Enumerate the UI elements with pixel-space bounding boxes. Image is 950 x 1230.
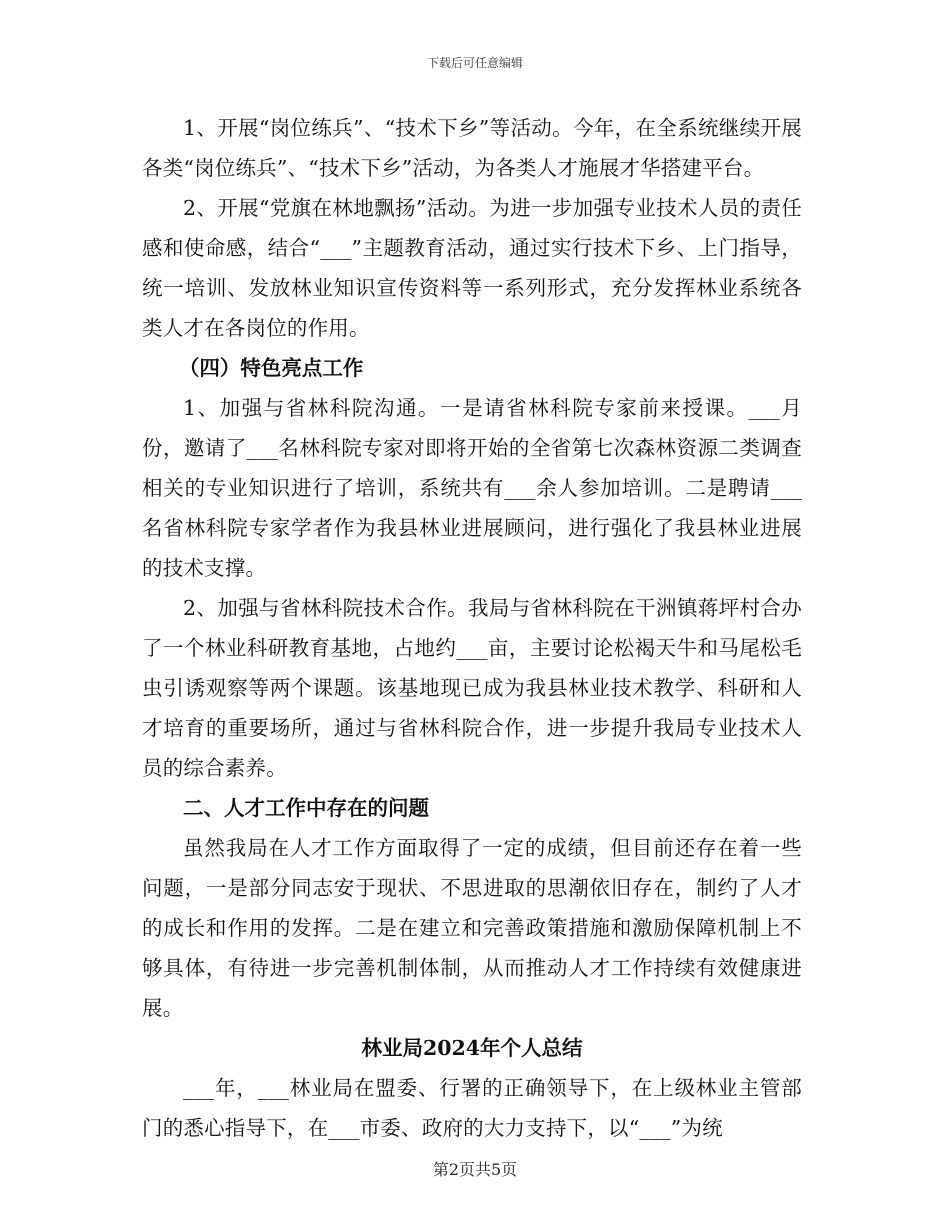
document-title-summary: 林业局2024年个人总结 <box>361 1036 583 1060</box>
section-heading-problems: 二、人才工作中存在的问题 <box>183 796 429 820</box>
document-body <box>142 108 802 1148</box>
paragraph-problems: 虽然我局在人才工作方面取得了一定的成绩，但目前还存在着一些问题，一是部分同志安于现状、不思进取的思潮依旧存在，制约了人才的成长和作用的发挥。二是在建立和完善政策措施和激励保障机制上不够具体，有待进一步完善机制体制，从而推动人才工作持续有效健康进展。 <box>142 836 802 1020</box>
paragraph-summary-intro: ___年，___林业局在盟委、行署的正确领导下，在上级林业主管部门的悉心指导下，在___市委、政府的大力支持下，以“___”为统 <box>142 1076 802 1140</box>
paragraph-academy-communication: 1、加强与省林科院沟通。一是请省林科院专家前来授课。___月份，邀请了___名林科院专家对即将开始的全省第七次森林资源二类调查相关的专业知识进行了培训，系统共有___余人参加培训。二是聘请___名省林科院专家学者作为我县林业进展顾问，进行强化了我县林业进展的技术支撑。 <box>142 396 802 580</box>
page-header-note: 下载后可任意编辑 <box>426 56 523 70</box>
paragraph-practice-activities: 1、开展“岗位练兵”、“技术下乡”等活动。今年，在全系统继续开展各类“岗位练兵”、“技术下乡”活动，为各类人才施展才华搭建平台。 <box>142 116 802 180</box>
paragraph-party-flag-activity: 2、开展“党旗在林地飘扬”活动。为进一步加强专业技术人员的责任感和使命感，结合“___”主题教育活动，通过实行技术下乡、上门指导，统一培训、发放林业知识宣传资料等一系列形式，充分发挥林业系统各类人才在各岗位的作用。 <box>142 196 802 340</box>
section-subheading-highlights: （四）特色亮点工作 <box>178 356 364 380</box>
paragraph-academy-cooperation: 2、加强与省林科院技术合作。我局与省林科院在干洲镇蒋坪村合办了一个林业科研教育基地，占地约___亩，主要讨论松褐天牛和马尾松毛虫引诱观察等两个课题。该基地现已成为我县林业技术教学、科研和人才培育的重要场所，通过与省林科院合作，进一步提升我局专业技术人员的综合素养。 <box>142 596 802 780</box>
page-number: 第2页共5页 <box>432 1160 518 1179</box>
